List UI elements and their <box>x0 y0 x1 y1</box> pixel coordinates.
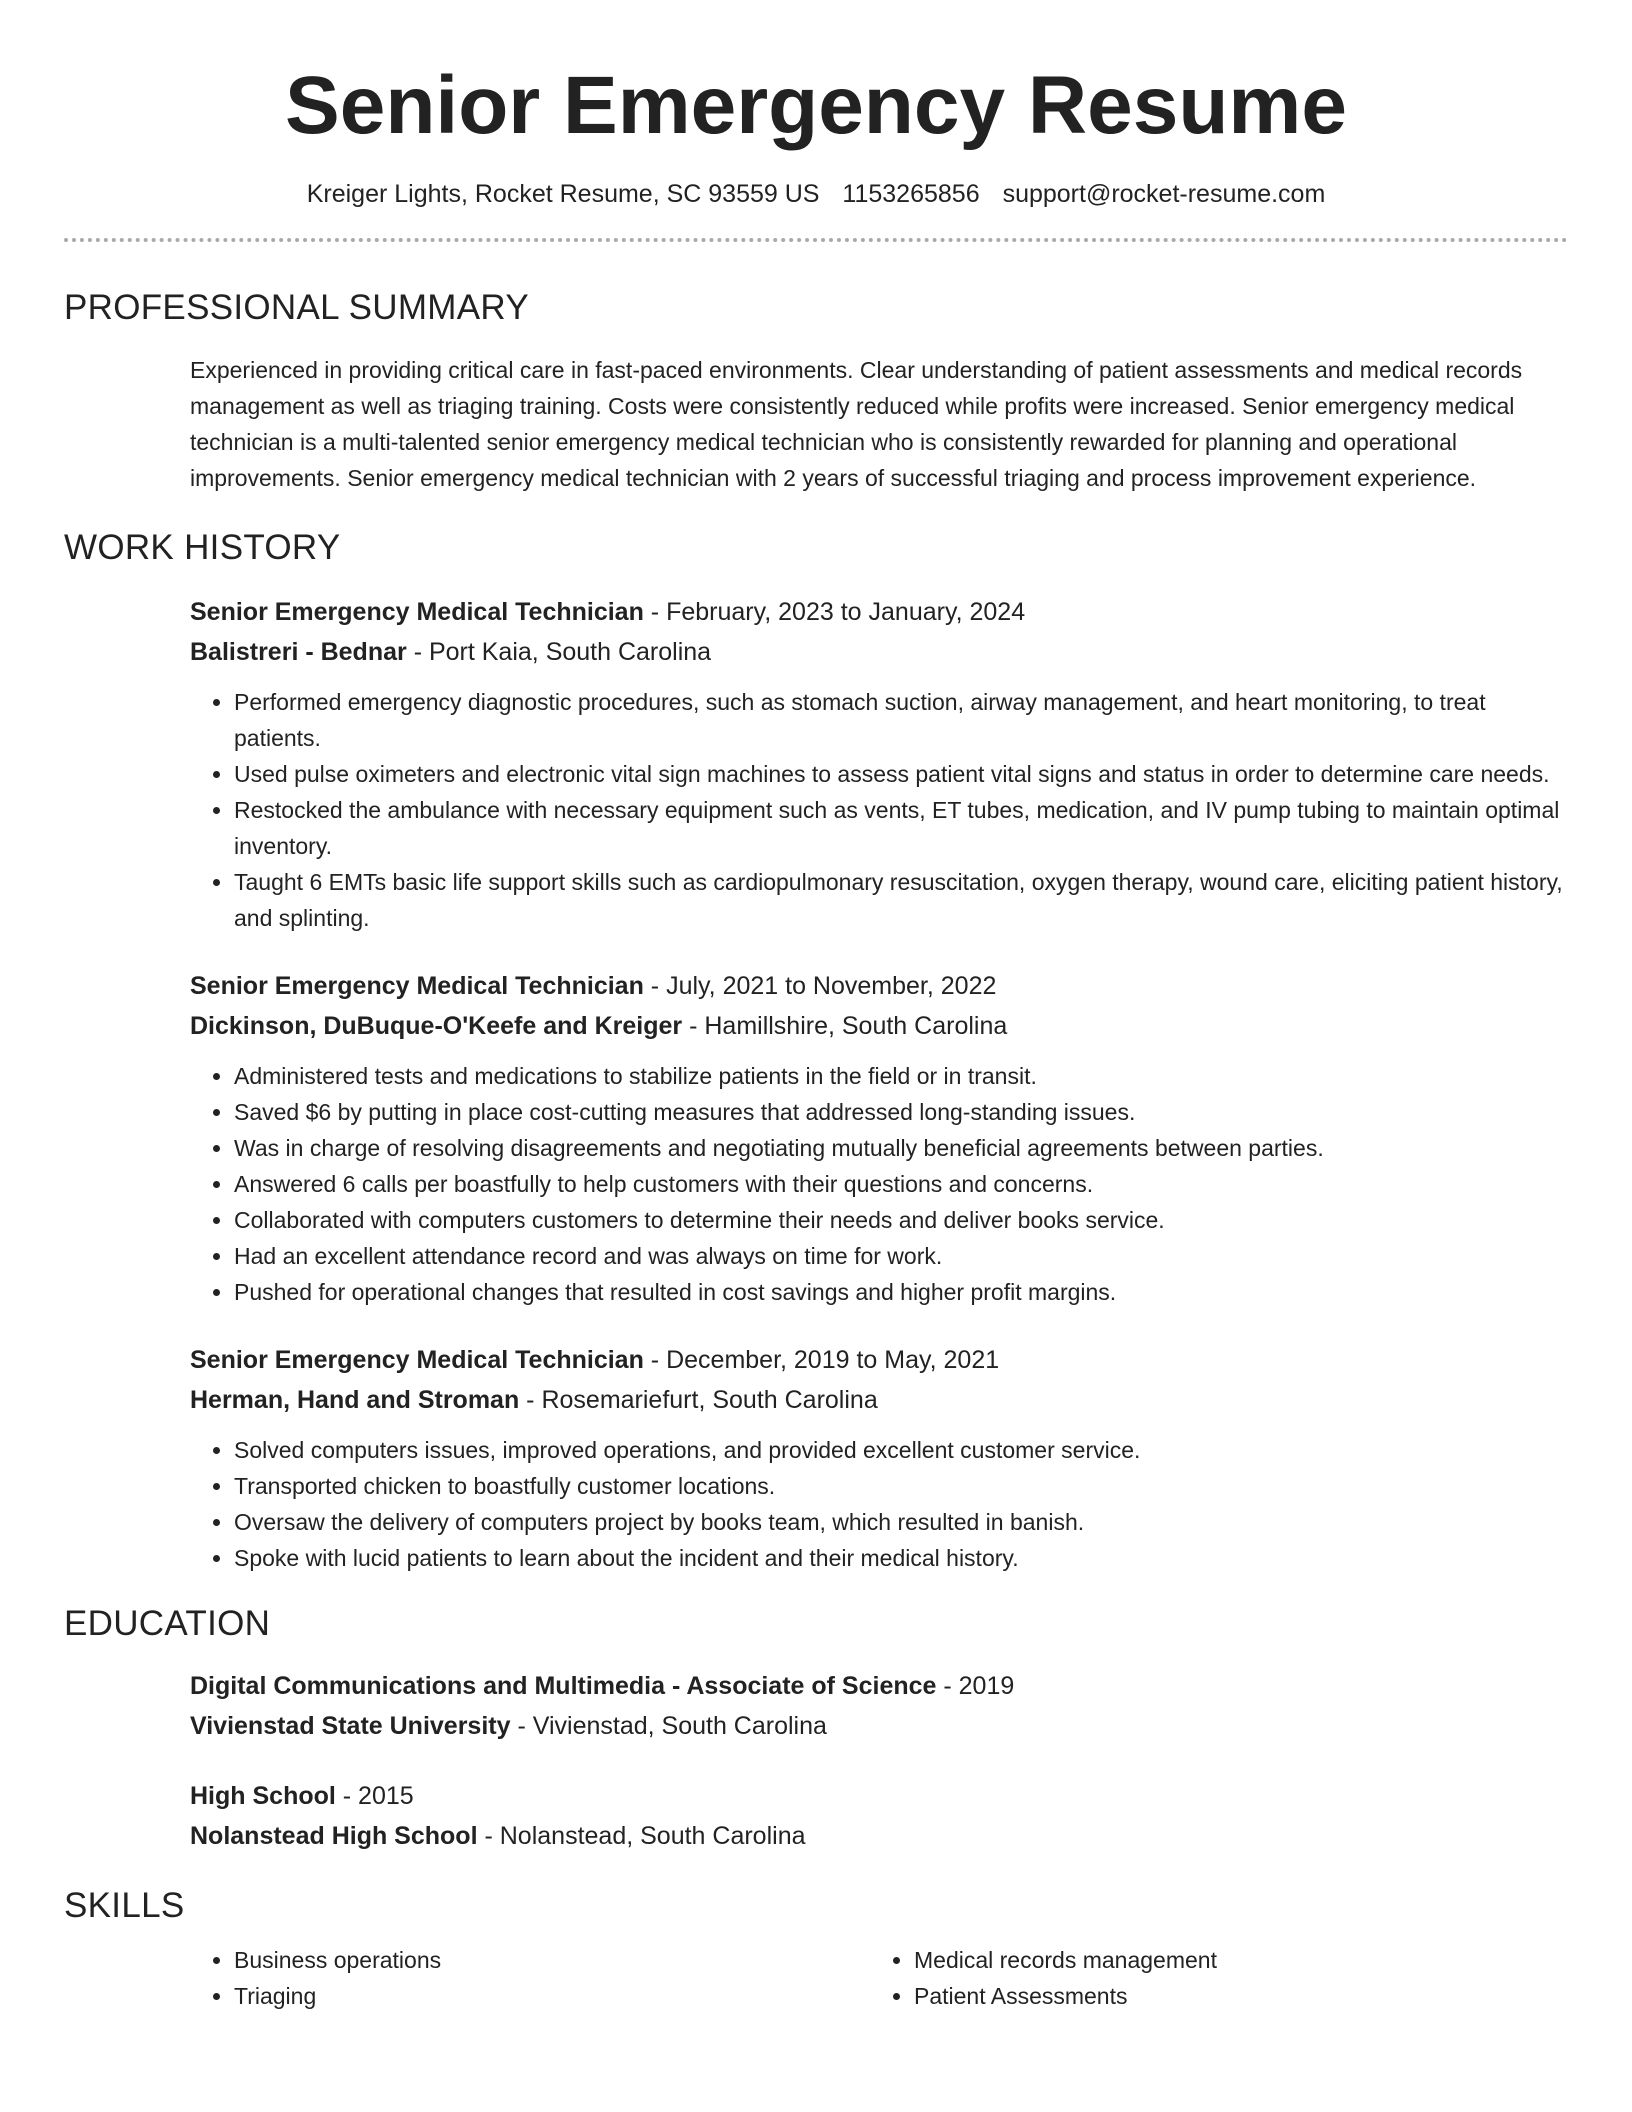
contact-address: Kreiger Lights, Rocket Resume, SC 93559 US <box>306 180 820 208</box>
education-entry <box>190 1776 1568 1856</box>
job-bullets <box>190 1058 1568 1310</box>
education-school: Nolanstead High School <box>190 1822 478 1850</box>
list-item: • Spoke with lucid patients to learn about the incident and their medical history. <box>234 1540 1568 1576</box>
education-location: - Nolanstead, South Carolina <box>477 1822 806 1850</box>
skills-column-left <box>190 1942 870 2014</box>
education-school: Vivienstad State University <box>190 1712 511 1740</box>
education-location: - Vivienstad, South Carolina <box>510 1712 827 1740</box>
section-title-skills: SKILLS <box>64 1886 185 1925</box>
contact-email: support@rocket-resume.com <box>1002 180 1326 208</box>
education-degree: High School <box>190 1782 336 1810</box>
list-item: • Collaborated with computers customers to determine their needs and deliver books service. <box>234 1202 1568 1238</box>
section-title-summary: PROFESSIONAL SUMMARY <box>64 288 529 327</box>
skill-item: • Patient Assessments <box>914 1978 1550 2014</box>
job-company: Dickinson, DuBuque-O'Keefe and Kreiger <box>190 1012 683 1040</box>
skills-columns <box>190 1942 1568 2014</box>
contact-phone: 1153265856 <box>842 180 980 208</box>
list-item: • Oversaw the delivery of computers project by books team, which resulted in banish. <box>234 1504 1568 1540</box>
skill-item: • Medical records management <box>914 1942 1550 1978</box>
resume-name: Senior Emergency Resume <box>285 60 1347 151</box>
job-dates: - December, 2019 to May, 2021 <box>643 1346 1000 1374</box>
job-role-line <box>190 1340 1568 1380</box>
job-company-line <box>190 1380 1568 1420</box>
job-role-line <box>190 966 1568 1006</box>
job-location: - Rosemariefurt, South Carolina <box>519 1386 878 1414</box>
list-item: • Administered tests and medications to stabilize patients in the field or in transit. <box>234 1058 1568 1094</box>
list-item: • Transported chicken to boastfully customer locations. <box>234 1468 1568 1504</box>
job-company: Balistreri - Bednar <box>190 638 407 666</box>
job-company: Herman, Hand and Stroman <box>190 1386 520 1414</box>
list-item: • Performed emergency diagnostic procedures, such as stomach suction, airway management, and heart monitoring, to treat patients. <box>234 684 1568 756</box>
summary-text: Experienced in providing critical care in fast-paced environments. Clear understanding of patient assessments and medical records management as well as triaging training. Costs were consistently reduced while profits were increased. Senior emergency medical technician is a multi-talented senior emergency medical technician who is consistently rewarded for planning and operational improvements. Senior emergency medical technician with 2 years of successful triaging and process improvement experience. <box>190 357 1523 491</box>
list-item: • Saved $6 by putting in place cost-cutting measures that addressed long-standing issues. <box>234 1094 1568 1130</box>
education-degree-line <box>190 1776 1568 1816</box>
list-item: • Had an excellent attendance record and was always on time for work. <box>234 1238 1568 1274</box>
education-year: - 2015 <box>335 1782 414 1810</box>
list-item: • Solved computers issues, improved operations, and provided excellent customer service. <box>234 1432 1568 1468</box>
job-role: Senior Emergency Medical Technician <box>190 1346 644 1374</box>
section-title-education: EDUCATION <box>64 1604 271 1643</box>
skill-item: • Triaging <box>234 1978 870 2014</box>
job-location: - Port Kaia, South Carolina <box>406 638 712 666</box>
list-item: • Taught 6 EMTs basic life support skills such as cardiopulmonary resuscitation, oxygen therapy, wound care, eliciting patient history, and splinting. <box>234 864 1568 936</box>
education-degree: Digital Communications and Multimedia - Associate of Science <box>190 1672 937 1700</box>
job-location: - Hamillshire, South Carolina <box>682 1012 1008 1040</box>
job-bullets <box>190 684 1568 936</box>
job-entry <box>190 1340 1568 1576</box>
job-company-line <box>190 1006 1568 1046</box>
education-year: - 2019 <box>936 1672 1015 1700</box>
list-item: • Restocked the ambulance with necessary equipment such as vents, ET tubes, medication, and IV pump tubing to maintain optimal inventory. <box>234 792 1568 864</box>
education-school-line <box>190 1816 1568 1856</box>
job-dates: - July, 2021 to November, 2022 <box>643 972 997 1000</box>
job-role: Senior Emergency Medical Technician <box>190 598 644 626</box>
contact-line <box>64 178 1568 210</box>
education-entry <box>190 1666 1568 1746</box>
list-item: • Used pulse oximeters and electronic vital sign machines to assess patient vital signs and status in order to determine care needs. <box>234 756 1568 792</box>
job-entry <box>190 592 1568 936</box>
list-item: • Pushed for operational changes that resulted in cost savings and higher profit margins. <box>234 1274 1568 1310</box>
education-school-line <box>190 1706 1568 1746</box>
job-role-line <box>190 592 1568 632</box>
header-divider <box>64 238 1568 242</box>
education-degree-line <box>190 1666 1568 1706</box>
skill-item: • Business operations <box>234 1942 870 1978</box>
job-entry <box>190 966 1568 1310</box>
job-role: Senior Emergency Medical Technician <box>190 972 644 1000</box>
skills-column-right <box>870 1942 1550 2014</box>
job-company-line <box>190 632 1568 672</box>
list-item: • Answered 6 calls per boastfully to help customers with their questions and concerns. <box>234 1166 1568 1202</box>
list-item: • Was in charge of resolving disagreements and negotiating mutually beneficial agreements between parties. <box>234 1130 1568 1166</box>
section-title-work-history: WORK HISTORY <box>64 528 341 567</box>
job-dates: - February, 2023 to January, 2024 <box>643 598 1026 626</box>
job-bullets <box>190 1432 1568 1576</box>
